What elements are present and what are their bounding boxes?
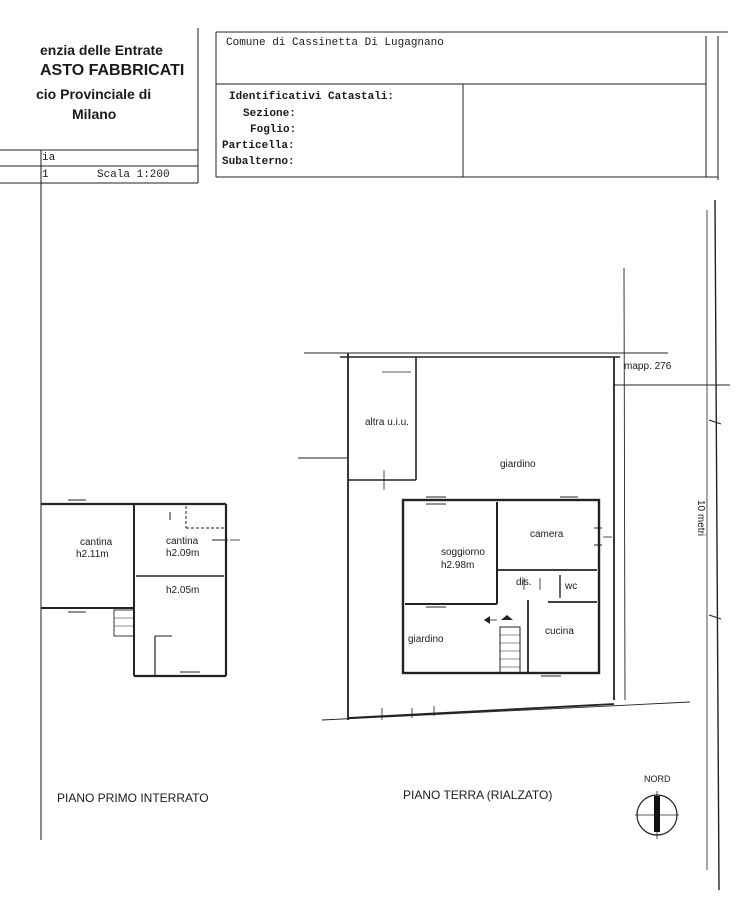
sezione-label: Sezione: <box>243 108 296 120</box>
office-line: cio Provinciale di <box>36 86 152 102</box>
cantina2-label: cantina <box>166 536 199 547</box>
dis-label: dis. <box>516 577 532 588</box>
terra-caption: PIANO TERRA (RIALZATO) <box>403 788 553 802</box>
cantina1-label: cantina <box>80 537 113 548</box>
mapp-label: mapp. 276 <box>624 361 672 372</box>
giardino-top-label: giardino <box>500 459 536 470</box>
soggiorno-height: h2.98m <box>441 560 475 571</box>
giardino-bottom-label: giardino <box>408 634 444 645</box>
particella-label: Particella: <box>222 140 295 152</box>
left-row-1: ia <box>42 152 56 164</box>
city-line: Milano <box>72 106 117 122</box>
foglio-label: Foglio: <box>250 124 297 136</box>
interrato-caption: PIANO PRIMO INTERRATO <box>57 791 209 805</box>
subalterno-label: Subalterno: <box>222 156 295 168</box>
compass-icon <box>637 795 677 835</box>
agency-line: enzia delle Entrate <box>40 42 163 58</box>
service-line: ASTO FABBRICATI <box>40 62 185 79</box>
cantina2-height: h2.09m <box>166 548 200 559</box>
wc-label: wc <box>565 581 578 592</box>
nord-label: NORD <box>644 774 671 784</box>
soggiorno-label: soggiorno <box>441 547 485 558</box>
scale-bar-label: 10 metri <box>695 500 706 537</box>
cucina-label: cucina <box>545 626 574 637</box>
altra-uiu-label: altra u.i.u. <box>365 417 409 428</box>
camera-label: camera <box>530 529 564 540</box>
identificativi-title: Identificativi Catastali: <box>229 91 395 103</box>
comune-label: Comune di Cassinetta Di Lugagnano <box>226 37 444 49</box>
left-row-2: 1 <box>42 169 49 181</box>
corridor-height: h2.05m <box>166 585 200 596</box>
cantina1-height: h2.11m <box>76 549 109 560</box>
scale-label: Scala 1:200 <box>97 169 170 181</box>
